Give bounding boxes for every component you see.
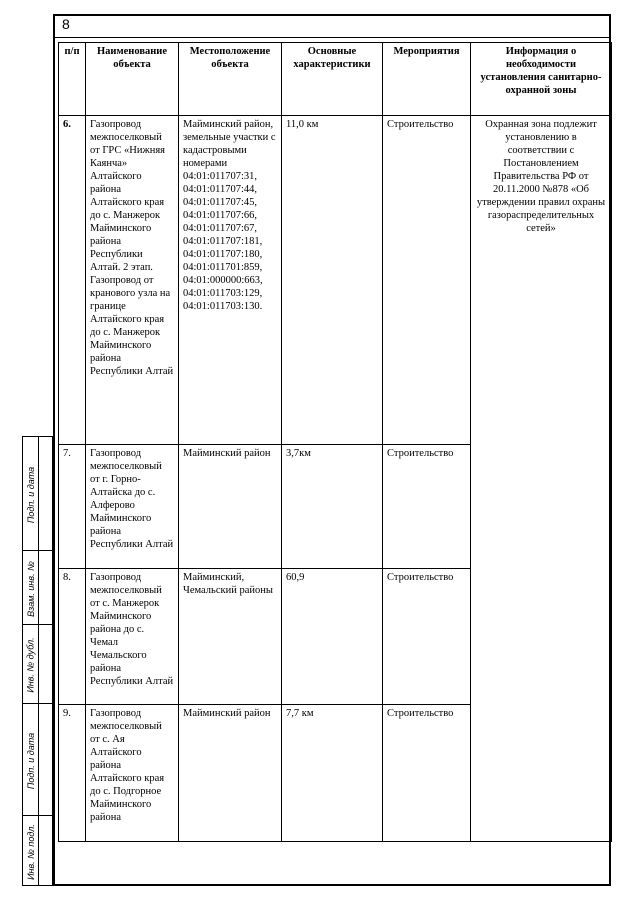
header-characteristics: Основные характеристики	[282, 43, 383, 116]
table-row	[59, 116, 612, 445]
header-measures: Мероприятия	[383, 43, 471, 116]
stamp-vzam-inv: Взам. инв. №	[26, 560, 37, 617]
stamp-cell	[22, 550, 53, 625]
objects-table	[58, 42, 612, 842]
divider	[53, 37, 611, 38]
row-num: 8.	[59, 569, 86, 705]
stamp-cell	[22, 815, 53, 886]
page-number: 8	[62, 16, 70, 32]
row-name: Газопровод межпоселковый от ГРС «Нижняя Каянча» Алтайского района Алтайского края до с. Манжерок Майминского района Республики Алтай. 2 этап. Газопровод от кранового узла на границе Алтайского края до с. Манжерок Майминского района Республики Алтай	[86, 116, 179, 445]
margin-stamp	[22, 436, 53, 886]
header-info: Информация о необходимости установления санитарно-охранной зоны	[471, 43, 612, 116]
row-characteristics: 60,9	[282, 569, 383, 705]
stamp-inv-dubl: Инв. № дубл.	[26, 637, 37, 693]
row-name: Газопровод межпоселковый от с. Ая Алтайского района Алтайского края до с. Подгорное Майминского района	[86, 705, 179, 842]
header-num: п/п	[59, 43, 86, 116]
row-location: Майминский, Чемальский районы	[179, 569, 282, 705]
header-location: Местоположение объекта	[179, 43, 282, 116]
row-location: Майминский район, земельные участки с кадастровыми номерами 04:01:011707:31, 04:01:011707:44, 04:01:011707:45, 04:01:011707:66, 04:01:011707:67, 04:01:011707:181, 04:01:011707:180, 04:01:011701:859, 04:01:000000:663, 04:01:011703:129, 04:01:011703:130.	[179, 116, 282, 445]
row-characteristics: 7,7 км	[282, 705, 383, 842]
row-location: Майминский район	[179, 445, 282, 569]
stamp-cell	[22, 624, 53, 704]
row-measures: Строительство	[383, 445, 471, 569]
row-measures: Строительство	[383, 116, 471, 445]
row-name: Газопровод межпоселковый от г. Горно-Алтайска до с. Алферово Майминского района Республики Алтай	[86, 445, 179, 569]
row-num: 9.	[59, 705, 86, 842]
stamp-cell	[22, 703, 53, 816]
row-measures: Строительство	[383, 705, 471, 842]
row-name: Газопровод межпоселковый от с. Манжерок Майминского района до с. Чемал Чемальского района Республики Алтай	[86, 569, 179, 705]
row-num: 7.	[59, 445, 86, 569]
stamp-cell	[22, 436, 53, 551]
info-cell: Охранная зона подлежит установлению в соответствии с Постановлением Правительства РФ от 20.11.2000 №878 «Об утверждении правил охраны газораспределительных сетей»	[471, 116, 612, 842]
stamp-podp-data-2: Подп. и дата	[26, 732, 36, 789]
stamp-podp-data-1: Подп. и дата	[26, 466, 36, 523]
row-measures: Строительство	[383, 569, 471, 705]
table-header-row	[59, 43, 612, 116]
row-num: 6.	[59, 116, 86, 445]
stamp-inv-podl: Инв. № подл.	[26, 823, 37, 880]
row-location: Майминский район	[179, 705, 282, 842]
row-characteristics: 3,7км	[282, 445, 383, 569]
header-name: Наименование объекта	[86, 43, 179, 116]
row-characteristics: 11,0 км	[282, 116, 383, 445]
